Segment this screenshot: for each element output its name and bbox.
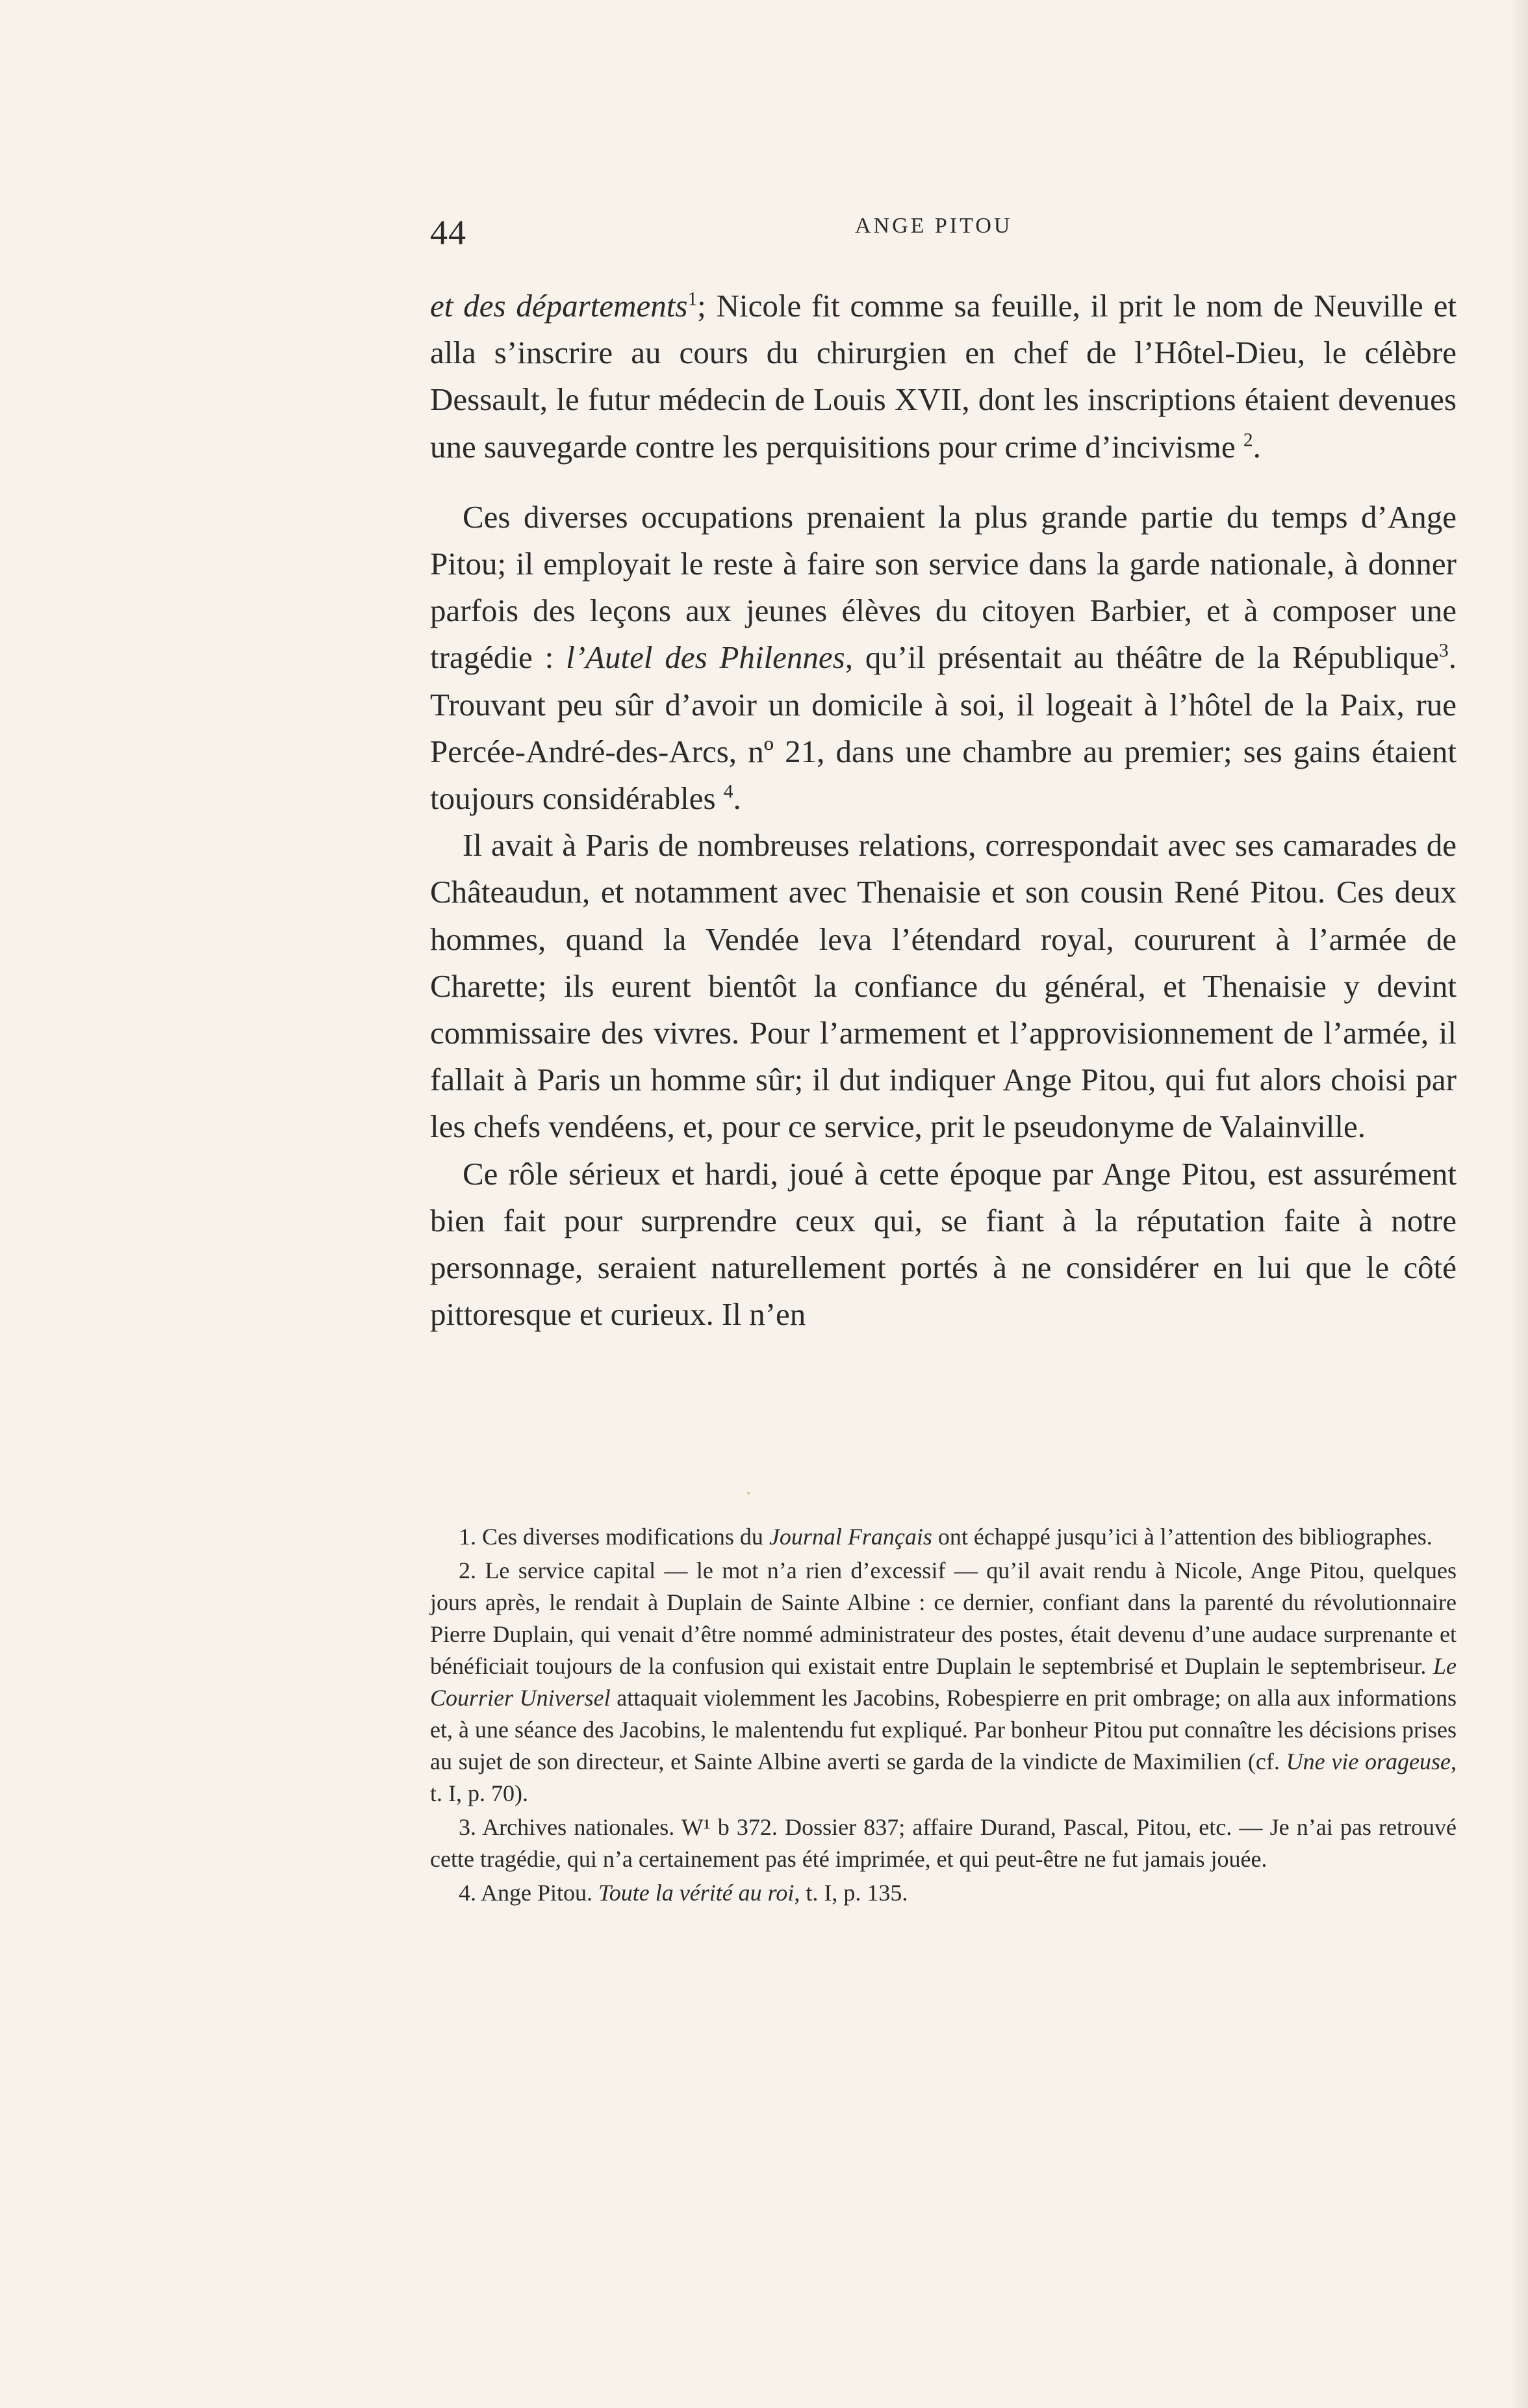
footnote-italic: Une vie orageuse (1286, 1748, 1451, 1774)
paragraph-text: Ces diverses occupations prenaient la plus grande partie du temps d’Ange Pitou; il employait le reste à faire son service dans la garde nationale, à donner parfois des leçons aux jeunes élèves du citoyen Barbier, et à composer une tragédie : (430, 498, 1457, 676)
footnote-1 (430, 1521, 1457, 1553)
running-title: ANGE PITOU (855, 214, 1013, 238)
body-text (430, 283, 1457, 1338)
paragraph-text: . Trouvant peu sûr d’avoir un domicile à soi, il logeait à l’hôtel de la Paix, rue Percée-André-des-Arcs, nº 21, dans une chambre au premier; ses gains étaient toujours considérables (430, 639, 1457, 817)
paragraph-2 (430, 494, 1457, 822)
footnote-text: Le service capital — le mot n’a rien d’excessif — qu’il avait rendu à Nicole, Ange Pitou, quelques jours après, le rendait à Duplain de Sainte Albine : ce dernier, confiant dans la parenté du révolutionnaire Pierre Duplain, qui venait d’être nommé administrateur des postes, était devenu d’une audace surprenante et bénéficiait toujours de la confusion qui existait entre Duplain le septembrisé et Duplain le septembriseur. (430, 1557, 1457, 1679)
footnote-italic: Le Courrier Universel (430, 1653, 1457, 1711)
paragraph-4: Ce rôle sérieux et hardi, joué à cette époque par Ange Pitou, est assurément bien fait pour surprendre ceux qui, se fiant à la réputation faite à notre personnage, seraient naturellement portés à ne considérer en lui que le côté pittoresque et curieux. Il n’en (430, 1155, 1457, 1333)
footnote-number: 2. (459, 1557, 476, 1583)
paragraph-end: . (733, 780, 741, 817)
ink-speck (747, 1492, 750, 1494)
footnote-text: Ange Pitou. (481, 1880, 593, 1906)
footnote-ref-3: 3 (1439, 641, 1449, 662)
page-number: 44 (430, 213, 466, 252)
footnote-number: 1. (459, 1524, 476, 1550)
footnote-italic: Journal Français (769, 1524, 932, 1550)
footnote-2 (430, 1555, 1457, 1810)
footnote-ref-2: 2 (1243, 429, 1253, 451)
footnotes (430, 1519, 1457, 1909)
footnote-text: attaquait violemment les Jacobins, Robespierre en prit ombrage; on alla aux informations et, à une séance des Jacobins, le malentendu fut expliqué. Par bonheur Pitou put connaître les décisions prises au sujet de son directeur, et Sainte Albine averti se garda de la vindicte de Maximilien (cf. (430, 1685, 1457, 1774)
footnote-ref-4: 4 (723, 781, 733, 802)
body-text-column (430, 283, 1457, 1338)
paragraph-1 (430, 283, 1457, 470)
italic-title: l’Autel des Philennes, (566, 639, 853, 676)
footnote-ref-1: 1 (687, 288, 698, 310)
footnote-text: , t. I, p. 135. (794, 1880, 908, 1906)
paragraph-end: . (1253, 428, 1261, 465)
footnote-4 (430, 1877, 1457, 1909)
paragraph-text: ; Nicole fit comme sa feuille, il prit le nom de Neuville et alla s’inscrire au cours du chirurgien en chef de l’Hôtel-Dieu, le célèbre Dessault, le futur médecin de Louis XVII, dont les inscriptions étaient devenues une sauvegarde contre les perquisitions pour crime d’incivisme (430, 288, 1457, 465)
footnote-number: 3. (459, 1814, 476, 1840)
page-edge-shadow (1510, 0, 1528, 2408)
footnote-text: ont échappé jusqu’ici à l’attention des bibliographes. (937, 1524, 1433, 1550)
italic-phrase: et des départements (430, 288, 688, 324)
footnote-text: , t. I, p. 70). (430, 1748, 1457, 1806)
footnote-text: Archives nationales. W¹ b 372. Dossier 837; affaire Durand, Pascal, Pitou, etc. — Je n’ai pas retrouvé cette tragédie, qui n’a certainement pas été imprimée, et qui peut-être ne fut jamais jouée. (430, 1814, 1457, 1872)
page-header (430, 207, 1034, 259)
footnote-3 (430, 1812, 1457, 1875)
paragraph-text: qu’il présentait au théâtre de la République (865, 639, 1440, 676)
footnote-italic: Toute la vérité au roi (598, 1880, 795, 1906)
footnote-number: 4. (459, 1880, 476, 1906)
paragraph-3: Il avait à Paris de nombreuses relations, correspondait avec ses camarades de Châteaudun, et notamment avec Thenaisie et son cousin René Pitou. Ces deux hommes, quand la Vendée leva l’étendard royal, coururent à l’armée de Charette; ils eurent bientôt la confiance du général, et Thenaisie y devint commissaire des vivres. Pour l’armement et l’approvisionnement de l’armée, il fallait à Paris un homme sûr; il dut indiquer Ange Pitou, qui fut alors choisi par les chefs vendéens, et, pour ce service, prit le pseudonyme de Valainville. (430, 827, 1457, 1145)
footnote-text: Ces diverses modifications du (482, 1524, 763, 1550)
